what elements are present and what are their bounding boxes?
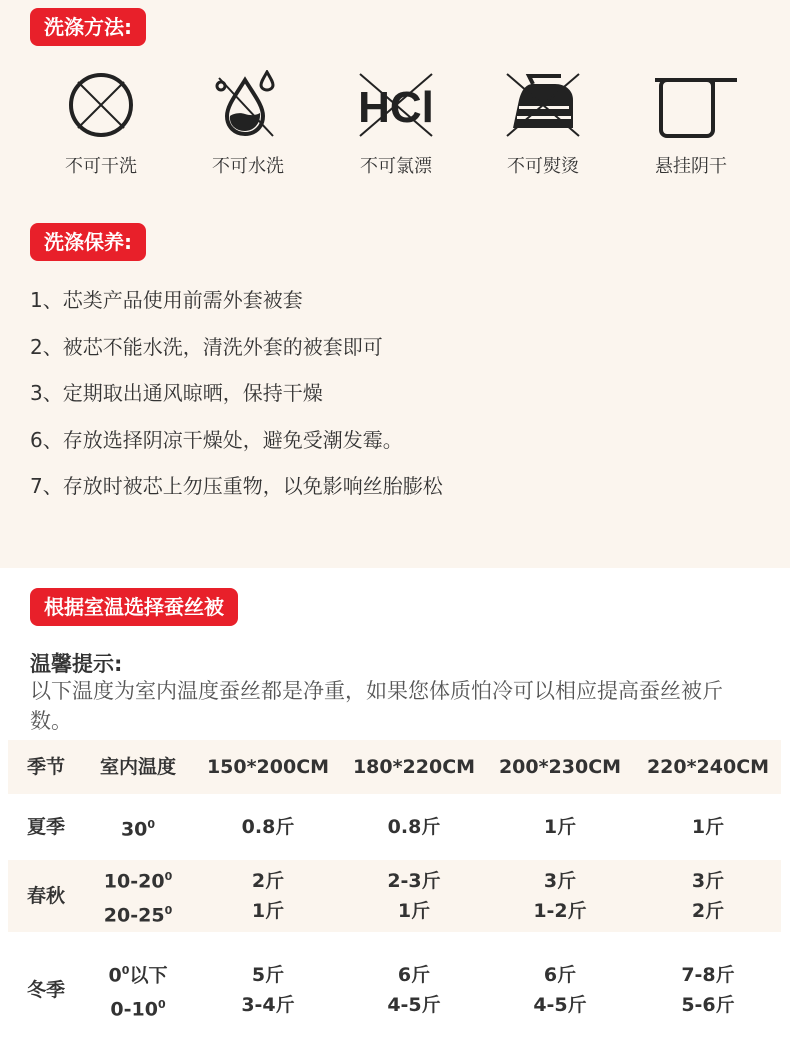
temperature-value xyxy=(63,896,213,930)
icon-label: 不可水洗 xyxy=(212,156,284,177)
table-row xyxy=(8,860,781,932)
column-header-label: 150*200CM xyxy=(206,756,330,778)
care-item: 1、芯类产品使用前需外套被套 xyxy=(30,288,303,312)
wash-icon-item xyxy=(341,70,451,190)
icon-label: 不可氯漂 xyxy=(360,156,432,177)
care-item: 7、存放时被芯上勿压重物，以免影响丝胎膨松 xyxy=(30,474,443,498)
season-label: 夏季 xyxy=(26,816,65,838)
weight-cell xyxy=(193,950,343,1030)
weight-value: 1斤 xyxy=(251,900,285,922)
weight-value: 5-6斤 xyxy=(681,994,735,1016)
weight-value: 3-4斤 xyxy=(241,994,295,1016)
weight-value: 5斤 xyxy=(251,964,285,986)
care-item: 3、定期取出通风晾晒，保持干燥 xyxy=(30,381,323,405)
weight-value: 3斤 xyxy=(691,870,725,892)
weight-value: 2-3斤 xyxy=(387,870,441,892)
wash-icon-item xyxy=(488,70,598,190)
column-header xyxy=(633,740,783,794)
degree-mark: 0 xyxy=(121,963,130,977)
column-header-label: 220*240CM xyxy=(646,756,770,778)
degree-mark: 0 xyxy=(164,904,173,917)
column-header-label: 室内温度 xyxy=(99,756,176,778)
weight-cell xyxy=(339,800,489,854)
column-header xyxy=(193,740,343,794)
temperature-number: 0-10 xyxy=(110,998,158,1021)
column-header-label: 180*220CM xyxy=(352,756,476,778)
weight-cell xyxy=(633,800,783,854)
icon-label: 不可熨烫 xyxy=(507,156,579,177)
degree-mark: 0 xyxy=(157,998,166,1011)
temperature-cell xyxy=(63,860,213,932)
weight-value: 0.8斤 xyxy=(387,816,441,838)
table-header xyxy=(8,740,781,794)
weight-cell xyxy=(193,860,343,932)
hang-dry-icon xyxy=(641,70,741,140)
weight-value: 2斤 xyxy=(251,870,285,892)
care-item: 6、存放选择阴凉干燥处，避免受潮发霉。 xyxy=(30,428,403,452)
table-row xyxy=(8,950,781,1030)
table-row xyxy=(8,800,781,854)
weight-value: 1斤 xyxy=(691,816,725,838)
temperature-number: 10-20 xyxy=(103,870,165,892)
column-header xyxy=(485,740,635,794)
hint-body: 以下温度为室内温度蚕丝都是净重，如果您体质怕冷可以相应提高蚕丝被斤数。 xyxy=(30,679,723,733)
weight-cell xyxy=(339,860,489,932)
temperature-suffix: 以下 xyxy=(129,964,168,986)
no-bleach-icon xyxy=(356,70,436,140)
weight-value: 0.8斤 xyxy=(241,816,295,838)
weight-cell xyxy=(485,950,635,1030)
temperature-value xyxy=(63,810,213,844)
weight-cell xyxy=(633,860,783,932)
wash-method-title: 洗涤方法: xyxy=(30,8,146,46)
select-title: 根据室温选择蚕丝被 xyxy=(30,588,238,626)
temperature-value xyxy=(63,862,213,896)
temperature-number: 20-25 xyxy=(103,904,165,927)
temperature-number: 0 xyxy=(108,964,122,986)
temperature-cell xyxy=(63,950,213,1030)
weight-cell xyxy=(485,860,635,932)
wash-icon-item xyxy=(636,70,746,190)
weight-value: 1斤 xyxy=(397,900,431,922)
column-header-label: 200*230CM xyxy=(498,756,622,778)
care-item: 2、被芯不能水洗，清洗外套的被套即可 xyxy=(30,335,383,359)
weight-value: 3斤 xyxy=(543,870,577,892)
weight-value: 6斤 xyxy=(543,964,577,986)
temperature-value xyxy=(63,956,213,990)
weight-value: 1斤 xyxy=(543,816,577,838)
weight-value: 4-5斤 xyxy=(533,994,587,1016)
icon-label: 不可干洗 xyxy=(65,156,137,177)
season-label: 冬季 xyxy=(26,979,65,1001)
column-header xyxy=(63,740,213,794)
no-dry-clean-icon xyxy=(66,70,136,140)
weight-value: 4-5斤 xyxy=(387,994,441,1016)
degree-mark: 0 xyxy=(147,817,156,831)
no-iron-icon xyxy=(503,70,583,140)
icon-label: 悬挂阴干 xyxy=(655,156,727,177)
weight-value: 2斤 xyxy=(691,900,725,922)
wash-icon-item xyxy=(46,70,156,190)
temperature-number: 30 xyxy=(120,818,148,841)
temperature-value xyxy=(63,990,213,1024)
weight-cell xyxy=(193,800,343,854)
season-label: 春秋 xyxy=(26,885,65,907)
weight-value: 1-2斤 xyxy=(533,900,587,922)
bleach-glyph: HCl xyxy=(358,83,434,132)
wash-icon-item xyxy=(193,70,303,190)
care-title: 洗涤保养: xyxy=(30,223,146,261)
weight-cell xyxy=(485,800,635,854)
temperature-cell xyxy=(63,800,213,854)
column-header xyxy=(339,740,489,794)
no-water-wash-icon xyxy=(213,70,283,140)
weight-cell xyxy=(339,950,489,1030)
weight-cell xyxy=(633,950,783,1030)
weight-value: 6斤 xyxy=(397,964,431,986)
column-header-label: 季节 xyxy=(26,756,65,778)
weight-value: 7-8斤 xyxy=(681,964,735,986)
hint-title: 温馨提示: xyxy=(30,652,123,676)
degree-mark: 0 xyxy=(164,869,173,883)
